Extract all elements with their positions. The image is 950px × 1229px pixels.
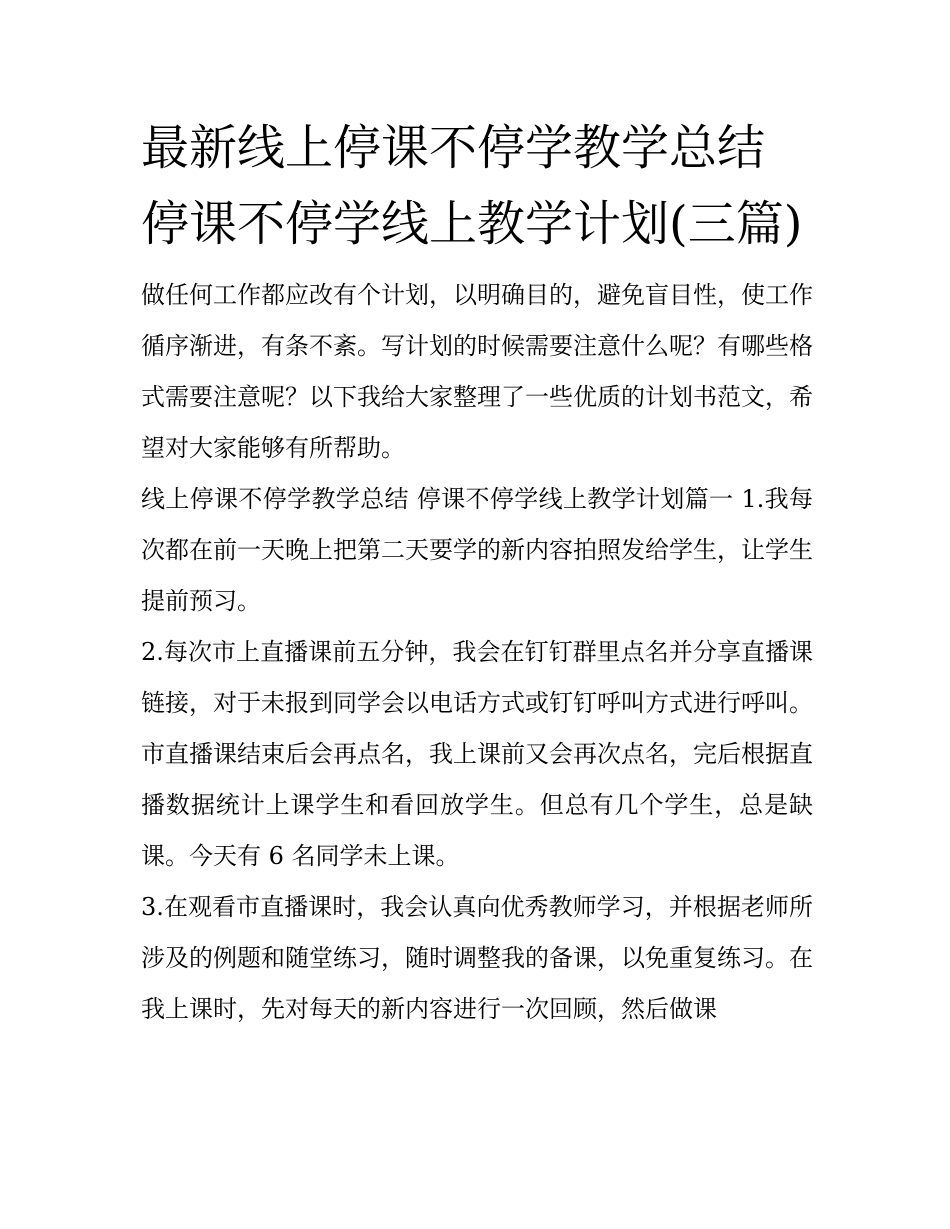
document-title: 最新线上停课不停学教学总结 停课不停学线上教学计划(三篇) <box>141 120 803 252</box>
paragraph-intro: 做任何工作都应改有个计划，以明确目的，避免盲目性，使工作循序渐进，有条不紊。写计划的时候需要注意什么呢？有哪些格式需要注意呢？以下我给大家整理了一些优质的计划书范文，希望对大家能够有所帮助。 <box>141 281 813 462</box>
paragraph-2: 2.每次市上直播课前五分钟，我会在钉钉群里点名并分享直播课链接，对于未报到同学会以电话方式或钉钉呼叫方式进行呼叫。市直播课结束后会再点名，我上课前又会再次点名，完后根据直播数据统计上课学生和看回放学生。但总有几个学生，总是缺课。今天有 6 名同学未上课。 <box>141 638 813 870</box>
paragraph-3: 3.在观看市直播课时，我会认真向优秀教师学习，并根据老师所涉及的例题和随堂练习，随时调整我的备课，以免重复练习。在我上课时，先对每天的新内容进行一次回顾，然后做课 <box>141 893 813 1023</box>
paragraph-1: 线上停课不停学教学总结 停课不停学线上教学计划篇一 1.我每次都在前一天晚上把第二天要学的新内容拍照发给学生，让学生提前预习。 <box>141 485 813 615</box>
document-content <box>141 110 813 1035</box>
